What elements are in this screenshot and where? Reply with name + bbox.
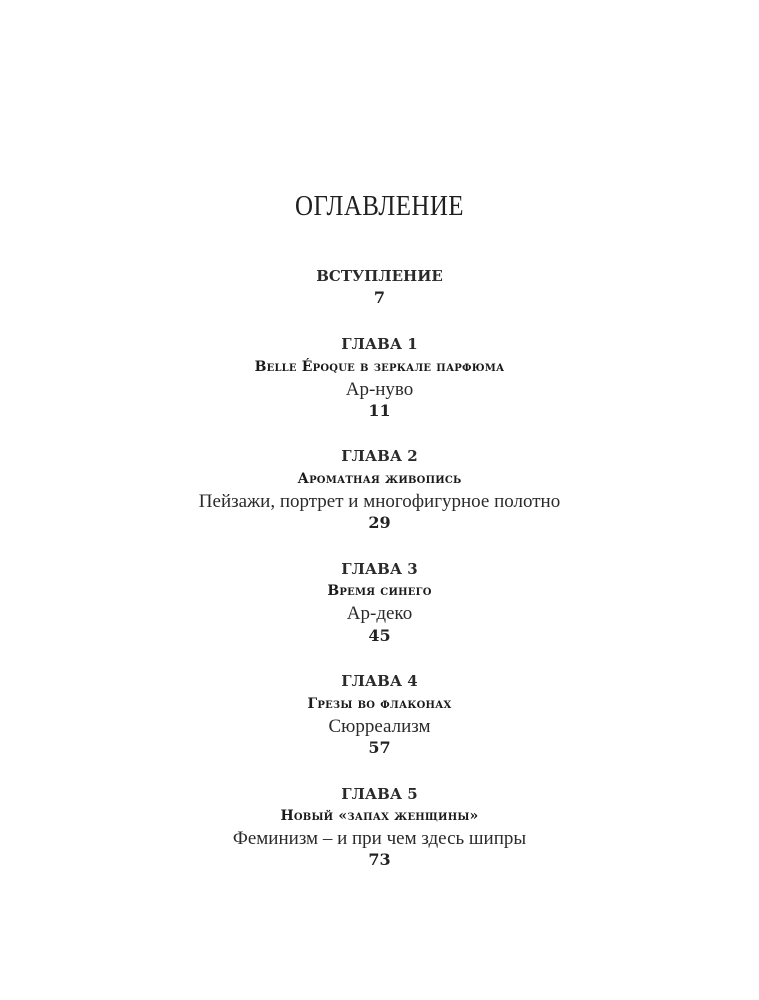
intro-page-number: 7	[373, 288, 386, 307]
chapter-4-label: ГЛАВА 4	[341, 672, 418, 690]
chapter-5-label: ГЛАВА 5	[341, 785, 418, 803]
intro-heading: ВСТУПЛЕНИЕ	[316, 267, 443, 285]
chapter-3-page-number: 45	[368, 626, 391, 645]
chapter-1-label: ГЛАВА 1	[341, 335, 418, 353]
chapter-4-subtitle: Сюрреализм	[328, 716, 431, 737]
chapter-2-subtitle: Пейзажи, портрет и многофигурное полотно	[198, 491, 561, 512]
chapter-3-title: Время синего	[327, 583, 432, 599]
chapter-3-subtitle: Ар-деко	[346, 603, 413, 624]
chapter-2-title: Ароматная живопись	[297, 471, 462, 487]
chapter-1-subtitle: Ар-нуво	[345, 379, 414, 400]
toc-title: ОГЛАВЛЕНИЕ	[295, 190, 464, 222]
chapter-1-page-number: 11	[368, 401, 391, 420]
chapter-4-title: Грезы во флаконах	[307, 696, 452, 712]
chapter-4-page-number: 57	[368, 738, 391, 757]
chapter-3-label: ГЛАВА 3	[341, 560, 418, 578]
chapter-2-label: ГЛАВА 2	[341, 447, 418, 465]
chapter-2-page-number: 29	[368, 513, 391, 532]
chapter-1-title: Belle Époque в зеркале парфюма	[254, 359, 505, 375]
chapter-5-page-number: 73	[368, 850, 391, 869]
chapter-5-title: Новый «запах женщины»	[280, 808, 479, 824]
chapter-5-subtitle: Феминизм – и при чем здесь шипры	[232, 828, 527, 849]
